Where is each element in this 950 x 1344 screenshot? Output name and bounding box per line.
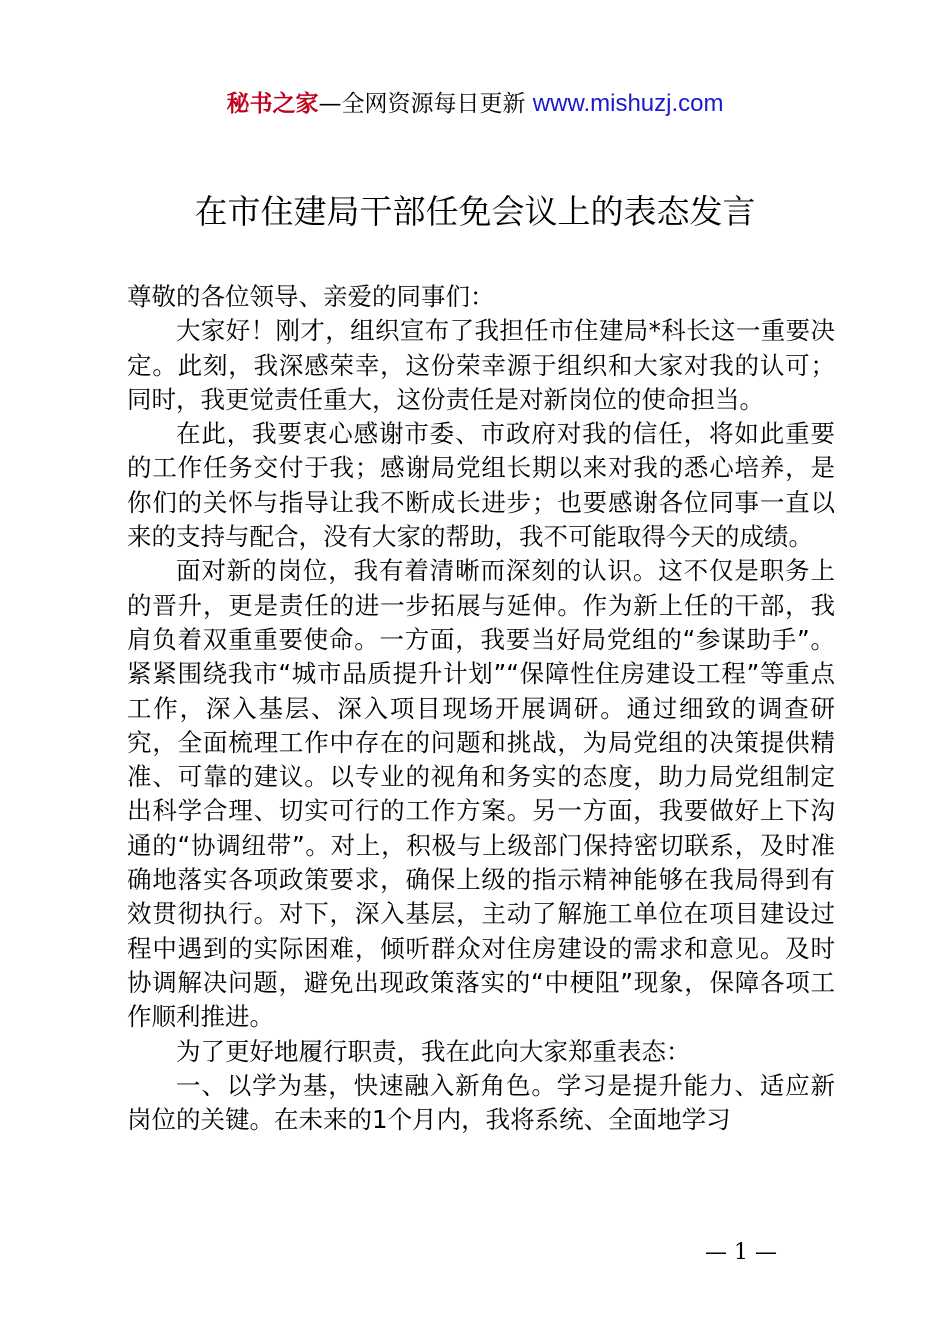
paragraph-thanks: 在此，我要衷心感谢市委、市政府对我的信任，将如此重要的工作任务交付于我；感谢局党组长期以来对我的悉心培养，是你们的关怀与指导让我不断成长进步；也要感谢各位同事一直以来的支持与配合，没有大家的帮助，我不可能取得今天的成绩。 (127, 419, 835, 552)
paragraph-responsibility: 面对新的岗位，我有着清晰而深刻的认识。这不仅是职务上的晋升，更是责任的进一步拓展与延伸。作为新上任的干部，我肩负着双重重要使命。一方面，我要当好局党组的“参谋助手”。紧紧围绕我市“城市品质提升计划”“保障性住房建设工程”等重点工作，深入基层、深入项目现场开展调研。通过细致的调查研究，全面梳理工作中存在的问题和挑战，为局党组的决策提供精准、可靠的建议。以专业的视角和务实的态度，助力局党组制定出科学合理、切实可行的工作方案。另一方面，我要做好上下沟通的“协调纽带”。对上，积极与上级部门保持密切联系，及时准确地落实各项政策要求，确保上级的指示精神能够在我局得到有效贯彻执行。对下，深入基层，主动了解施工单位在项目建设过程中遇到的实际困难，倾听群众对住房建设的需求和意见。及时协调解决问题，避免出现政策落实的“中梗阻”现象，保障各项工作顺利推进。 (127, 556, 835, 1032)
paragraph-pledge-intro: 为了更好地履行职责，我在此向大家郑重表态： (176, 1036, 691, 1066)
page-number: — 1 — (705, 1240, 777, 1265)
site-url-link[interactable]: www.mishuzj.com (532, 90, 724, 117)
document-body (127, 280, 835, 1137)
salutation: 尊敬的各位领导、亲爱的同事们： (127, 282, 495, 311)
site-brand: 秘书之家 (226, 91, 319, 117)
paragraph-pledge-one: 一、以学为基，快速融入新角色。学习是提升能力、适应新岗位的关键。在未来的1个月内，我将系统、全面地学习 (127, 1070, 835, 1135)
site-header (0, 88, 950, 120)
document-title: 在市住建局干部任免会议上的表态发言 (194, 192, 756, 231)
paragraph-greeting: 大家好！刚才，组织宣布了我担任市住建局*科长这一重要决定。此刻，我深感荣幸，这份荣幸源于组织和大家对我的认可；同时，我更觉责任重大，这份责任是对新岗位的使命担当。 (127, 316, 835, 414)
site-tagline: —全网资源每日更新 (318, 91, 526, 117)
